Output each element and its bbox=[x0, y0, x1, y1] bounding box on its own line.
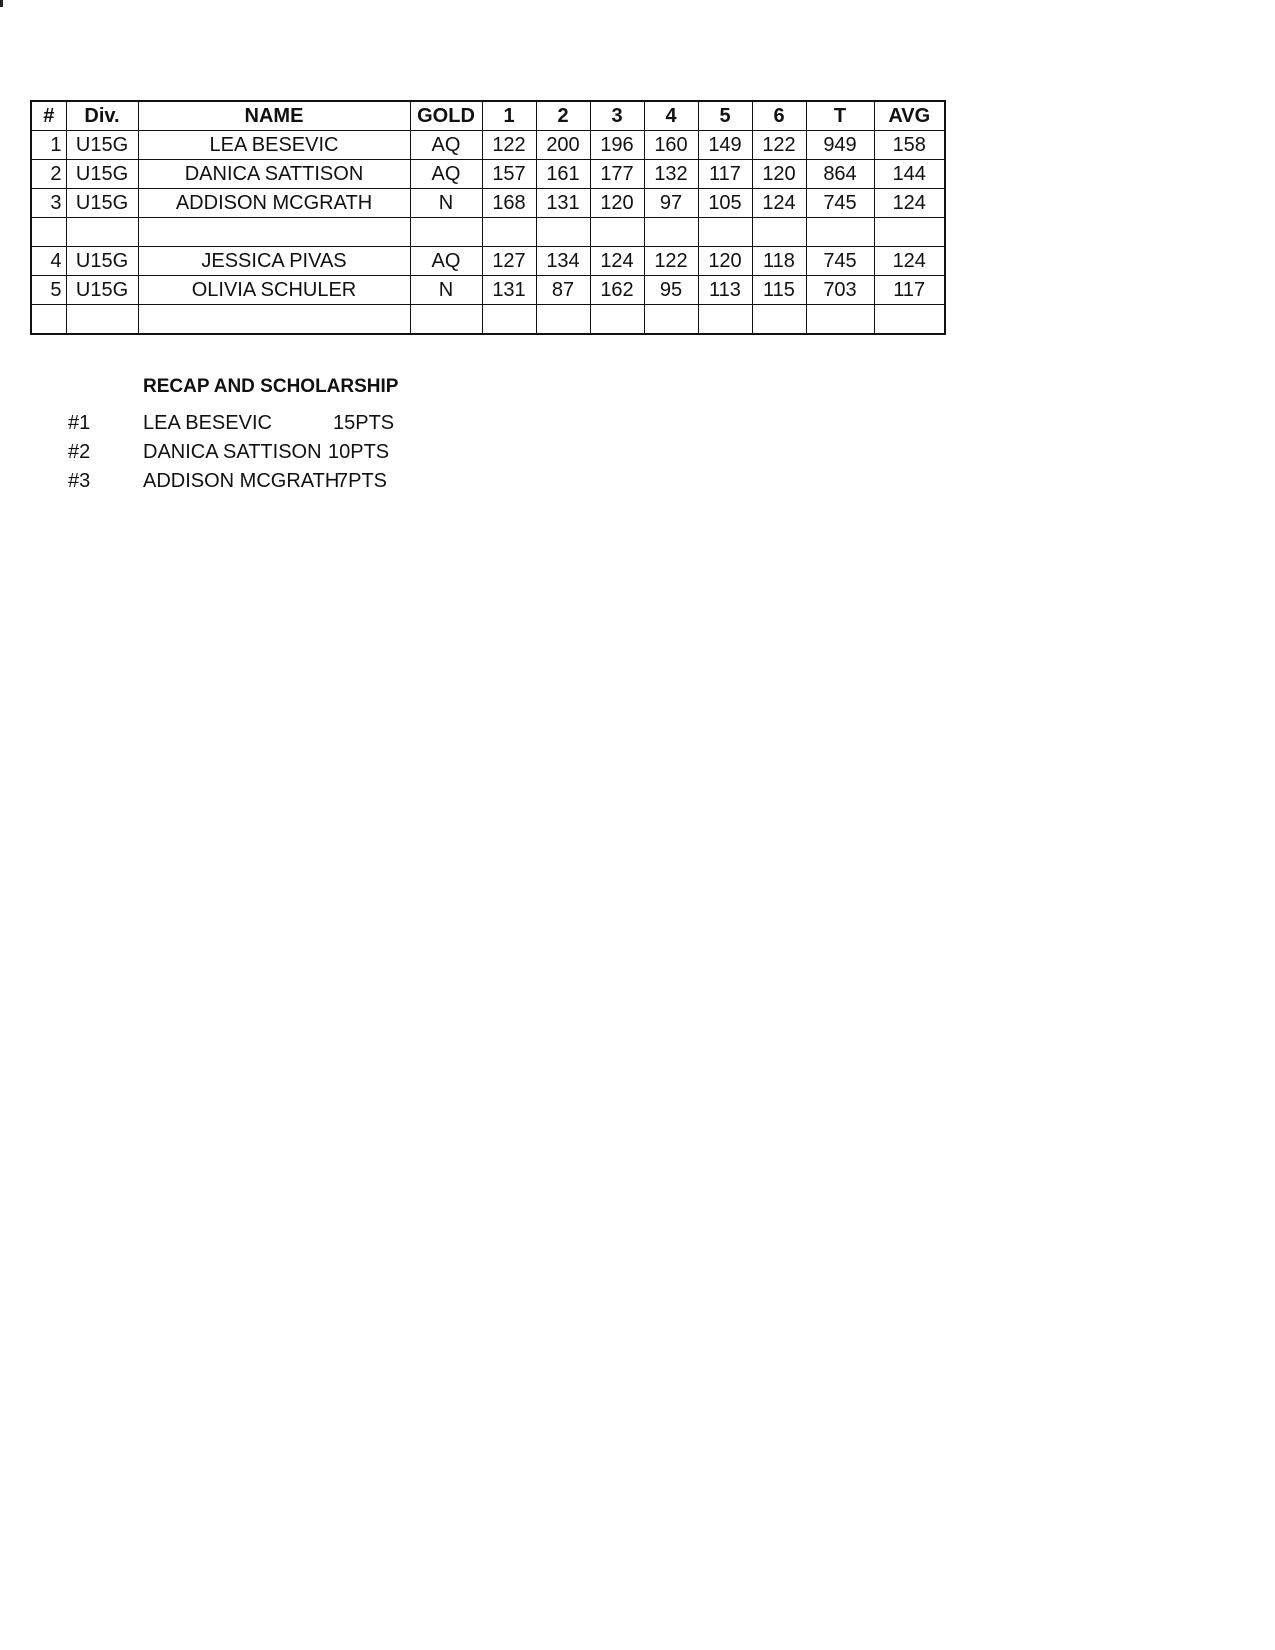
cell-name: LEA BESEVIC bbox=[138, 131, 410, 160]
cell-game-1 bbox=[482, 305, 536, 335]
cell-game-2: 161 bbox=[536, 160, 590, 189]
cell-div bbox=[66, 218, 138, 247]
cell-game-5 bbox=[698, 218, 752, 247]
header-cell-div: Div. bbox=[66, 101, 138, 131]
cell-game-5: 117 bbox=[698, 160, 752, 189]
recap-rank: #1 bbox=[68, 412, 91, 434]
header-cell-name: NAME bbox=[138, 101, 410, 131]
cell-game-6: 118 bbox=[752, 247, 806, 276]
cell-game-1 bbox=[482, 218, 536, 247]
cell-total: 949 bbox=[806, 131, 874, 160]
cell-rank: 4 bbox=[31, 247, 66, 276]
cell-rank: 5 bbox=[31, 276, 66, 305]
header-cell-gold: GOLD bbox=[410, 101, 482, 131]
recap-entry bbox=[68, 470, 428, 496]
cell-total: 745 bbox=[806, 189, 874, 218]
cell-gold: N bbox=[410, 189, 482, 218]
cell-game-3: 124 bbox=[590, 247, 644, 276]
recap-name: ADDISON MCGRATH bbox=[143, 470, 340, 492]
blank-row bbox=[31, 305, 945, 335]
cell-avg: 117 bbox=[874, 276, 945, 305]
cell-div: U15G bbox=[66, 131, 138, 160]
cell-game-6: 120 bbox=[752, 160, 806, 189]
cell-game-4: 95 bbox=[644, 276, 698, 305]
cell-gold: N bbox=[410, 276, 482, 305]
cell-name bbox=[138, 305, 410, 335]
cell-rank: 3 bbox=[31, 189, 66, 218]
cell-game-5: 149 bbox=[698, 131, 752, 160]
cell-game-3: 120 bbox=[590, 189, 644, 218]
header-cell-rank: # bbox=[31, 101, 66, 131]
cell-gold bbox=[410, 305, 482, 335]
header-cell-game-2: 2 bbox=[536, 101, 590, 131]
table-row bbox=[31, 276, 945, 305]
cell-gold: AQ bbox=[410, 247, 482, 276]
cell-game-4: 97 bbox=[644, 189, 698, 218]
cell-game-4: 132 bbox=[644, 160, 698, 189]
recap-rank: #3 bbox=[68, 470, 91, 492]
header-cell-avg: AVG bbox=[874, 101, 945, 131]
cell-total bbox=[806, 218, 874, 247]
cell-avg: 158 bbox=[874, 131, 945, 160]
cell-game-3: 177 bbox=[590, 160, 644, 189]
cell-game-2 bbox=[536, 305, 590, 335]
cell-name: DANICA SATTISON bbox=[138, 160, 410, 189]
cell-game-6: 122 bbox=[752, 131, 806, 160]
cell-game-3 bbox=[590, 305, 644, 335]
cell-div: U15G bbox=[66, 160, 138, 189]
table-row bbox=[31, 189, 945, 218]
cell-game-2: 87 bbox=[536, 276, 590, 305]
cell-rank: 2 bbox=[31, 160, 66, 189]
table-row bbox=[31, 131, 945, 160]
cell-name: OLIVIA SCHULER bbox=[138, 276, 410, 305]
cell-div bbox=[66, 305, 138, 335]
header-cell-game-1: 1 bbox=[482, 101, 536, 131]
cell-name: JESSICA PIVAS bbox=[138, 247, 410, 276]
header-cell-game-3: 3 bbox=[590, 101, 644, 131]
cell-game-4: 160 bbox=[644, 131, 698, 160]
recap-name: DANICA SATTISON bbox=[143, 441, 322, 463]
cell-game-3: 162 bbox=[590, 276, 644, 305]
cell-div: U15G bbox=[66, 189, 138, 218]
cell-game-1: 122 bbox=[482, 131, 536, 160]
cell-game-4 bbox=[644, 218, 698, 247]
header-cell-game-6: 6 bbox=[752, 101, 806, 131]
cell-div: U15G bbox=[66, 247, 138, 276]
recap-entry bbox=[68, 412, 428, 438]
cell-game-6: 115 bbox=[752, 276, 806, 305]
cell-game-6: 124 bbox=[752, 189, 806, 218]
cell-gold bbox=[410, 218, 482, 247]
scan-artifact-mark bbox=[0, 0, 3, 7]
cell-game-6 bbox=[752, 218, 806, 247]
cell-total: 745 bbox=[806, 247, 874, 276]
cell-game-1: 127 bbox=[482, 247, 536, 276]
scores-table bbox=[30, 100, 946, 335]
cell-game-2 bbox=[536, 218, 590, 247]
cell-name bbox=[138, 218, 410, 247]
cell-rank bbox=[31, 218, 66, 247]
cell-total bbox=[806, 305, 874, 335]
cell-game-1: 168 bbox=[482, 189, 536, 218]
cell-game-2: 134 bbox=[536, 247, 590, 276]
recap-points: 7PTS bbox=[337, 470, 388, 492]
recap-points: 10PTS bbox=[328, 441, 390, 463]
recap-title: RECAP AND SCHOLARSHIP bbox=[143, 376, 399, 397]
cell-total: 864 bbox=[806, 160, 874, 189]
cell-game-3 bbox=[590, 218, 644, 247]
cell-game-3: 196 bbox=[590, 131, 644, 160]
cell-game-5: 120 bbox=[698, 247, 752, 276]
cell-avg bbox=[874, 305, 945, 335]
cell-avg: 124 bbox=[874, 247, 945, 276]
cell-game-4 bbox=[644, 305, 698, 335]
cell-rank bbox=[31, 305, 66, 335]
recap-points: 15PTS bbox=[333, 412, 395, 434]
recap-rank: #2 bbox=[68, 441, 91, 463]
cell-game-5: 105 bbox=[698, 189, 752, 218]
table-row bbox=[31, 160, 945, 189]
cell-rank: 1 bbox=[31, 131, 66, 160]
cell-name: ADDISON MCGRATH bbox=[138, 189, 410, 218]
table-row bbox=[31, 247, 945, 276]
header-cell-game-4: 4 bbox=[644, 101, 698, 131]
cell-avg bbox=[874, 218, 945, 247]
cell-game-4: 122 bbox=[644, 247, 698, 276]
cell-avg: 144 bbox=[874, 160, 945, 189]
cell-game-5 bbox=[698, 305, 752, 335]
recap-name: LEA BESEVIC bbox=[143, 412, 272, 434]
header-cell-total: T bbox=[806, 101, 874, 131]
cell-gold: AQ bbox=[410, 131, 482, 160]
cell-avg: 124 bbox=[874, 189, 945, 218]
recap-entry bbox=[68, 441, 428, 467]
cell-game-2: 200 bbox=[536, 131, 590, 160]
cell-game-1: 131 bbox=[482, 276, 536, 305]
cell-gold: AQ bbox=[410, 160, 482, 189]
header-row bbox=[31, 101, 945, 131]
cell-game-2: 131 bbox=[536, 189, 590, 218]
cell-game-5: 113 bbox=[698, 276, 752, 305]
header-cell-game-5: 5 bbox=[698, 101, 752, 131]
cell-div: U15G bbox=[66, 276, 138, 305]
blank-row bbox=[31, 218, 945, 247]
cell-game-6 bbox=[752, 305, 806, 335]
cell-game-1: 157 bbox=[482, 160, 536, 189]
cell-total: 703 bbox=[806, 276, 874, 305]
